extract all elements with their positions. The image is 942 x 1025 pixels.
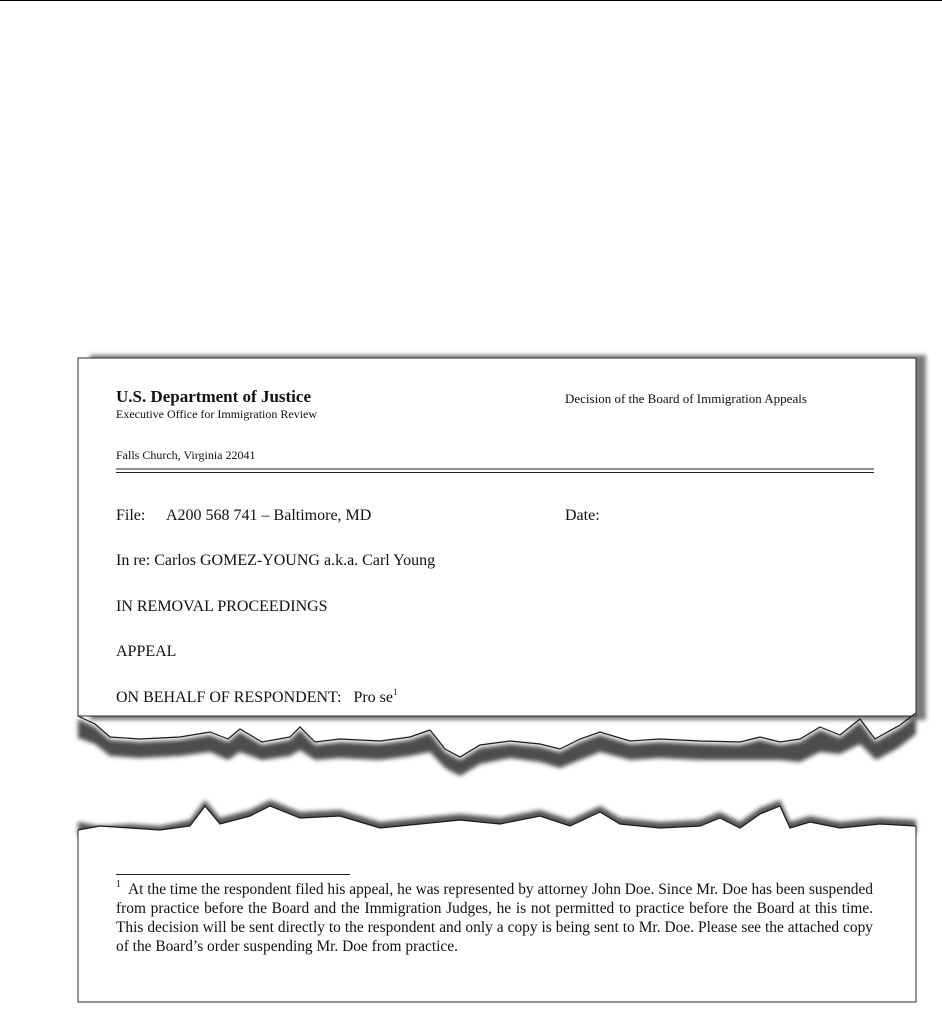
file-number: A200 568 741 – Baltimore, MD <box>166 507 372 524</box>
agency-name: U.S. Department of Justice <box>116 387 311 406</box>
office-name: Executive Office for Immigration Review <box>116 407 318 421</box>
footnote-separator <box>116 874 350 875</box>
decision-title: Decision of the Board of Immigration Appeals <box>565 391 807 406</box>
behalf-label: ON BEHALF OF RESPONDENT: <box>116 689 342 706</box>
footnote <box>116 880 873 956</box>
office-address: Falls Church, Virginia 22041 <box>116 448 256 462</box>
behalf-value: Pro se <box>353 689 394 706</box>
footnote-reference: 1 <box>393 686 398 697</box>
appeal-label: APPEAL <box>116 643 177 660</box>
on-behalf-of-respondent <box>116 686 398 707</box>
footnote-text: At the time the respondent filed his appeal, he was represented by attorney John Doe. Since Mr. Doe has been suspended from practice before the Board and the Immigration Judges, he is not permitted to practice before the Board at this time. This decision will be sent directly to the respondent and only a copy is being sent to Mr. Doe. Please see the attached copy of the Board’s order suspending Mr. Doe from practice. <box>116 881 873 955</box>
file-label: File: <box>116 507 146 524</box>
proceedings-type: IN REMOVAL PROCEEDINGS <box>116 598 328 615</box>
upper-tear-shadow <box>78 716 916 776</box>
in-re-line: In re: Carlos GOMEZ-YOUNG a.k.a. Carl Young <box>116 552 436 569</box>
footnote-mark: 1 <box>116 878 121 890</box>
date-label: Date: <box>565 507 600 524</box>
